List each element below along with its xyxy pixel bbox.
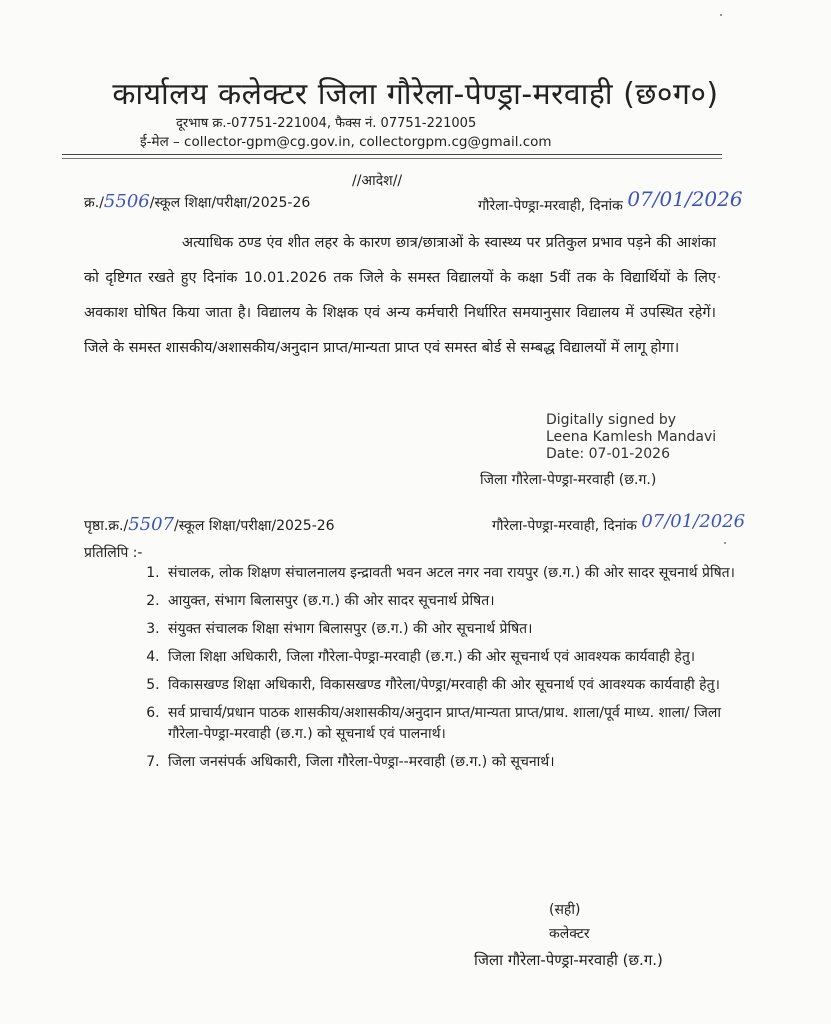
contact-phone: दूरभाष क्र.-07751-221004, फैक्स नं. 07751-221005 <box>176 116 477 131</box>
signatory-designation: कलेक्टर <box>549 926 590 942</box>
header-divider <box>62 154 722 155</box>
order-reference <box>84 191 310 212</box>
endorsement-ref-number: 5507 <box>128 514 175 535</box>
endorsement-place-date <box>492 511 746 535</box>
list-item: 1. संचालक, लोक शिक्षण संचालनालय इन्द्रावती भवन अटल नगर नवा रायपुर (छ.ग.) की ओर सादर सूचनार्थ प्रेषित। <box>164 563 739 584</box>
order-heading: //आदेश// <box>352 173 403 189</box>
digital-signature: Digitally signed by Leena Kamlesh Mandavi Date: 07-01-2026 <box>546 412 717 462</box>
endorsement-date-handwritten: 07/01/2026 <box>641 511 746 532</box>
order-place-date-label: गौरेला-पेण्ड्रा-मरवाही, दिनांक <box>478 198 623 214</box>
copy-label: प्रतिलिपि :- <box>84 545 143 561</box>
endorsement-reference <box>84 514 335 535</box>
order-place-date <box>478 187 743 215</box>
order-body-text: अत्याधिक ठण्ड एंव शीत लहर के कारण छात्र/छात्राओं के स्वास्थ्य पर प्रतिकुल प्रभाव पड़ने की आशंका को दृष्टिगत रखते हुए दिनांक 10.01.2026 तक जिले के समस्त विद्यालयों के कक्षा 5वीं तक के विद्यार्थियों के लिए अवकाश घोषित किया जाता है। विद्यालय के शिक्षक एवं अन्य कर्मचारी निर्धारित समयानुसार विद्यालय में उपस्थित रहेगें। जिले के समस्त शासकीय/अशासकीय/अनुदान प्राप्त/मान्यता प्राप्त एवं समस्त बोर्ड से सम्बद्ध विद्यालयों में लागू होगा। <box>84 235 716 356</box>
scan-speck <box>724 542 726 544</box>
scan-speck <box>718 276 720 278</box>
office-title: कार्यालय कलेक्टर जिला गौरेला-पेण्ड्रा-मरवाही (छ०ग०) <box>112 77 719 112</box>
header-divider-secondary <box>62 158 722 159</box>
copy-list <box>146 563 739 780</box>
list-item: 2. आयुक्त, संभाग बिलासपुर (छ.ग.) की ओर सादर सूचनार्थ प्रेषित। <box>164 591 739 612</box>
order-ref-number: 5506 <box>103 191 150 212</box>
order-body <box>84 226 716 366</box>
list-item: 7. जिला जनसंपर्क अधिकारी, जिला गौरेला-पेण्ड्रा--मरवाही (छ.ग.) को सूचनार्थ। <box>164 752 739 773</box>
signature-place: जिला गौरेला-पेण्ड्रा-मरवाही (छ.ग.) <box>480 472 657 488</box>
list-item: 5. विकासखण्ड शिक्षा अधिकारी, विकासखण्ड गौरेला/पेण्ड्रा/मरवाही की ओर सूचनार्थ एवं आवश्यक कार्यवाही हेतु। <box>164 675 739 696</box>
list-item: 3. संयुक्त संचालक शिक्षा संभाग बिलासपुर (छ.ग.) की ओर सूचनार्थ प्रेषित। <box>164 619 739 640</box>
endorsement-place-date-label: गौरेला-पेण्ड्रा-मरवाही, दिनांक <box>492 518 637 534</box>
list-item: 6. सर्व प्राचार्य/प्रधान पाठक शासकीय/अशासकीय/अनुदान प्राप्त/मान्यता प्राप्त/प्राथ. शाला/पूर्व माध्य. शाला/ जिला गौरेला-पेण्ड्रा-मरवाही (छ.ग.) को सूचनार्थ एवं पालनार्थ। <box>164 703 739 745</box>
endorsement-ref-suffix: /स्कूल शिक्षा/परीक्षा/2025-26 <box>174 518 335 534</box>
contact-email: ई-मेल – collector-gpm@cg.gov.in, collectorgpm.cg@gmail.com <box>140 134 552 150</box>
order-ref-prefix: क्र./ <box>84 195 104 211</box>
signed-mark: (सही) <box>549 902 581 918</box>
list-item: 4. जिला शिक्षा अधिकारी, जिला गौरेला-पेण्ड्रा-मरवाही (छ.ग.) की ओर सूचनार्थ एवं आवश्यक कार्यवाही हेतु। <box>164 647 739 668</box>
signatory-office: जिला गौरेला-पेण्ड्रा-मरवाही (छ.ग.) <box>474 951 663 969</box>
order-ref-suffix: /स्कूल शिक्षा/परीक्षा/2025-26 <box>149 195 311 211</box>
order-date-handwritten: 07/01/2026 <box>627 187 743 211</box>
scan-speck <box>720 14 722 16</box>
endorsement-ref-prefix: पृष्ठा.क्र./ <box>84 518 129 534</box>
